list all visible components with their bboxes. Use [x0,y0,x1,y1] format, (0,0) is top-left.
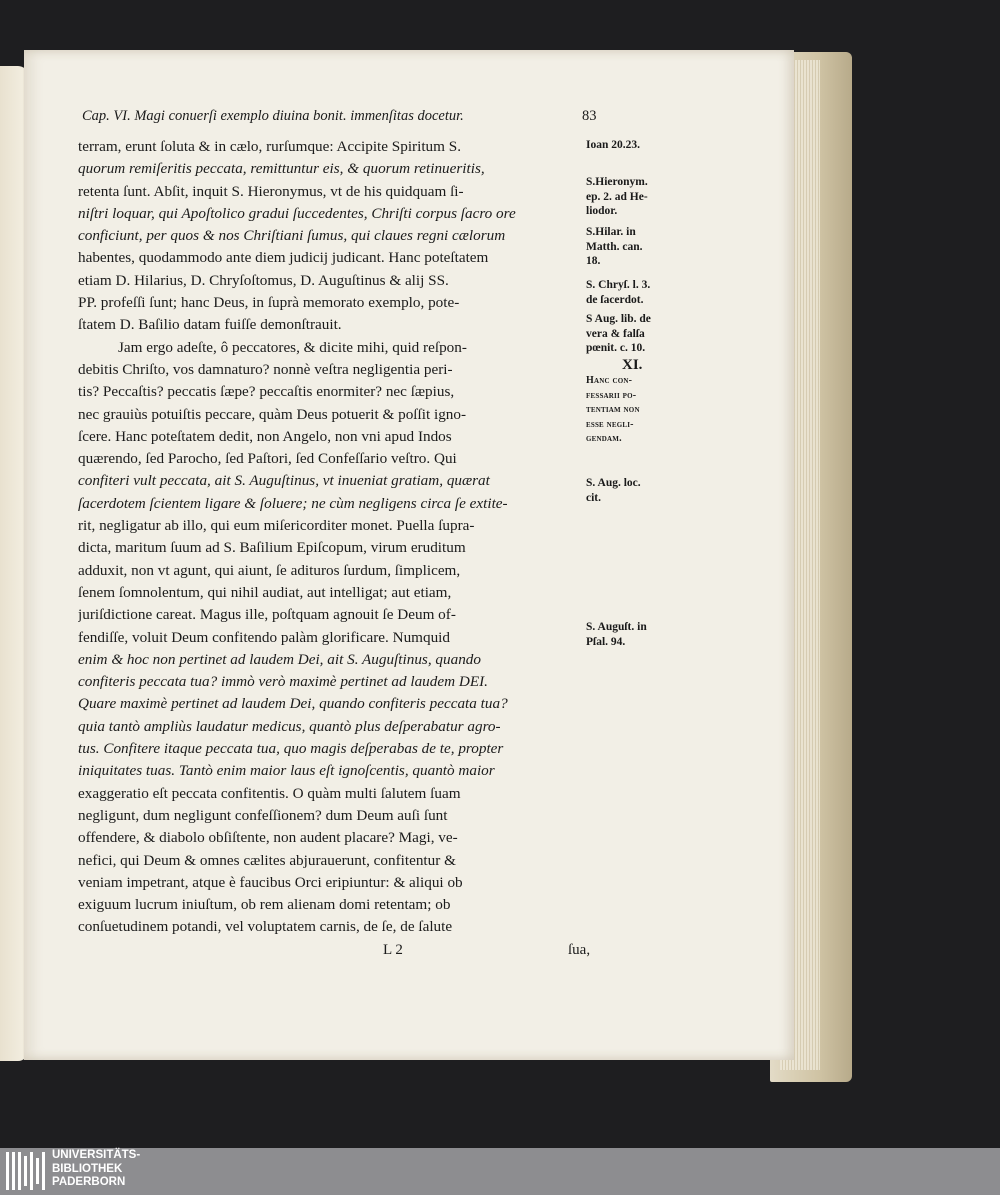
logo-line: BIBLIOTHEK [52,1162,123,1175]
signature-mark: L 2 [383,942,403,958]
margin-note-line: S. Auguſt. in [586,621,647,633]
text-line: ſacerdotem ſcientem ligare & ſoluere; ne cùm negligens circa ſe extite- [78,494,508,512]
text-line: niſtri loquar, qui Apoſtolico gradui ſuccedentes, Chriſti corpus ſacro ore [78,204,516,222]
text-line: habentes, quodammodo ante diem judicij judicant. Hanc poteſtatem [78,249,489,267]
section-number: XI. [622,356,643,373]
text-line: ſtatem D. Baſilio datam fuiſſe demonſtrauit. [78,316,342,334]
section-title-line: tentiam non [586,404,640,415]
text-line: etiam D. Hilarius, D. Chryſoſtomus, D. Auguſtinus & alij SS. [78,271,449,289]
text-line: fendiſſe, voluit Deum confitendo palàm glorificare. Numquid [78,628,450,646]
running-head-text: Cap. VI. Magi conuerſi exemplo diuina bonit. immenſitas docetur. [82,108,464,124]
margin-note-line: liodor. [586,205,618,217]
section-title-line: gendam. [586,433,622,444]
library-logo-icon [6,1152,48,1190]
text-line: adduxit, non vt agunt, qui aiunt, ſe adituros ſurdum, ſimplicem, [78,561,461,579]
library-logo-text [52,1149,140,1190]
catchword: ſua, [568,942,591,958]
text-line: Quare maximè pertinet ad laudem Dei, quando confiteris peccata tua? [78,695,508,713]
text-line: ſcere. Hanc poteſtatem dedit, non Angelo, non vni apud Indos [78,427,452,445]
margin-note-hieronymus [586,175,696,219]
running-head [82,108,597,125]
text-line: quorum remiſeritis peccata, remittuntur eis, & quorum retinueritis, [78,160,485,178]
margin-note-line: Matth. can. [586,240,643,253]
text-line: conſuetudinem potandi, vel voluptatem carnis, de ſe, de ſalute [78,918,453,936]
text-line: quia tantò ampliùs laudatur medicus, quantò plus deſperabatur agro- [78,717,501,735]
text-line: ſenem ſomnolentum, qui nihil audiat, aut intelligat; aut etiam, [78,583,452,601]
text-line: exiguum lucrum iniuſtum, ob rem alienam domi retentam; ob [78,896,451,914]
section-title-line: Hanc con- [586,375,633,386]
text-line: Jam ergo adeſte, ô peccatores, & dicite mihi, quid reſpon- [118,338,467,356]
logo-line: UNIVERSITÄTS- [52,1149,141,1161]
text-line: nefici, qui Deum & omnes cælites abjurauerunt, confitentur & [78,851,456,869]
text-line: juriſdictione careat. Magus ille, poſtquam agnouit ſe Deum of- [78,606,456,624]
margin-note-ioan [586,138,696,153]
margin-note-line: Ioan 20.23. [586,139,640,151]
text-line: confiteri vult peccata, ait S. Auguſtinus, vt inueniat gratiam, quærat [78,472,490,490]
margin-note-line: Pſal. 94. [586,635,626,648]
text-line: tus. Confitere itaque peccata tua, quo magis deſperabas de te, propter [78,740,504,758]
margin-note-line: ep. 2. ad He- [586,190,648,203]
text-line: tis? Peccaſtis? peccatis ſæpe? peccaſtis enormiter? nec ſæpius, [78,383,455,401]
body-text [78,136,598,939]
section-title-line: feſſarii po- [586,389,637,401]
text-line: rit, negligatur ab illo, qui eum miſericorditer monet. Puella ſupra- [78,517,475,535]
margin-note-line: S. Aug. loc. [586,477,641,489]
margin-note-aug-psal [586,620,696,649]
text-line: terram, erunt ſoluta & in cælo, rurſumque: Accipite Spiritum S. [78,138,461,155]
margin-note-line: de ſacerdot. [586,293,644,306]
margin-note-line: S Aug. lib. de [586,313,651,325]
text-line: offendere, & diabolo obſiſtente, non audent placare? Magi, ve- [78,829,458,847]
margin-note-augustinus [586,312,696,447]
margin-note-line: pœnit. c. 10. [586,342,646,354]
text-line: debitis Chriſto, vos damnaturo? nonnè veſtra negligentia peri- [78,360,453,378]
text-line: enim & hoc non pertinet ad laudem Dei, ait S. Auguſtinus, quando [78,650,481,668]
margin-note-line: vera & falſa [586,327,645,340]
text-line: iniquitates tuas. Tantò enim maior laus eſt ignoſcentis, quantò maior [78,762,495,780]
text-line: dicta, maritum ſuum ad S. Baſilium Epiſcopum, virum eruditum [78,539,466,557]
margin-note-line: S. Chryſ. l. 3. [586,279,651,291]
logo-line: PADERBORN [52,1176,126,1188]
text-line: quærendo, ſed Parocho, ſed Paſtori, ſed Confeſſario veſtro. Qui [78,450,457,468]
margin-note-line: 18. [586,255,601,267]
margin-note-aug-loc [586,476,696,505]
text-line: conficiunt, per quos & nos Chriſtiani ſumus, qui claues regni cælorum [78,227,506,245]
margin-note-line: cit. [586,491,602,504]
margin-note-line: S.Hilar. in [586,226,636,238]
text-line: confiteris peccata tua? immò verò maximè pertinet ad laudem DEI. [78,673,488,691]
text-line: veniam impetrant, atque è faucibus Orci eripiuntur: & aliqui ob [78,873,463,891]
text-line: exaggeratio eſt peccata confitentis. O quàm multi ſalutem ſuam [78,784,461,802]
margin-note-hilarius [586,225,696,269]
section-title-line: eſſe negli- [586,418,634,430]
text-line: negligunt, dum negligunt confeſſionem? dum Deum auſi ſunt [78,806,448,824]
margin-note-chrysostomus [586,278,696,307]
text-line: retenta ſunt. Abſit, inquit S. Hieronymus, vt de his quidquam ſi- [78,182,464,200]
text-line: PP. profeſſi ſunt; hanc Deus, in ſuprà memorato exemplo, pote- [78,294,460,312]
library-footer [0,1148,1000,1195]
text-line: nec grauiùs potuiſtis peccare, quàm Deus potuerit & poſſit igno- [78,405,467,423]
margin-note-line: S.Hieronym. [586,176,648,188]
page-number: 83 [582,108,597,124]
